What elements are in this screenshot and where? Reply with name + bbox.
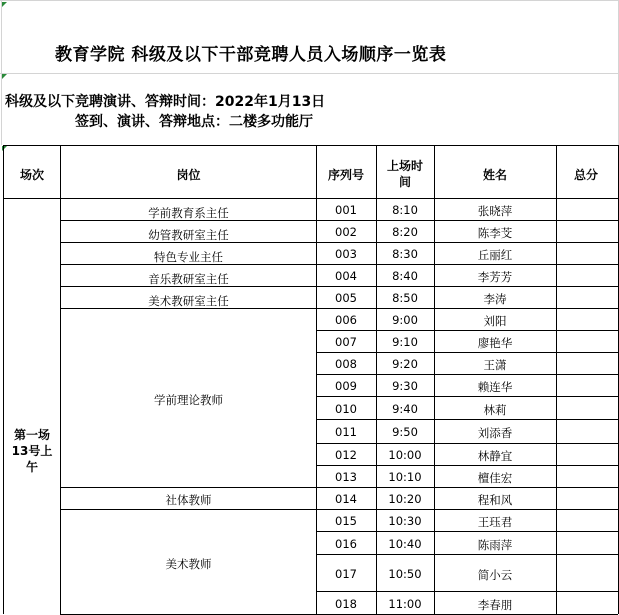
position-cell: 学前教育系主任 (148, 206, 229, 220)
row-line (316, 220, 618, 221)
session-label-l3: 午 (25, 460, 38, 474)
name-cell: 程和风 (477, 493, 513, 507)
schedule-time-line: 科级及以下竞聘演讲、答辩时间：2022年1月13日 (5, 94, 326, 110)
row-line (316, 264, 618, 265)
seq-cell: 016 (335, 537, 357, 551)
seq-cell: 010 (335, 402, 357, 416)
gridline (0, 0, 619, 1)
name-cell: 刘添香 (477, 426, 513, 440)
time-cell: 8:40 (392, 269, 418, 283)
name-cell: 廖艳华 (477, 336, 513, 350)
name-cell: 林莉 (483, 403, 507, 417)
time-cell: 8:20 (392, 225, 418, 239)
time-cell: 10:10 (388, 470, 422, 484)
time-cell: 10:50 (388, 567, 422, 581)
gridline (1, 0, 2, 145)
position-cell: 特色专业主任 (154, 250, 223, 264)
row-line (316, 330, 618, 331)
seq-cell: 011 (335, 425, 357, 439)
row-line (316, 242, 618, 243)
position-cell: 幼管教研室主任 (148, 228, 229, 242)
time-cell: 9:20 (392, 357, 418, 371)
table-border (3, 145, 618, 146)
sheet-title: 教育学院 科级及以下干部竞聘人员入场顺序一览表 (55, 45, 447, 65)
header-session: 场次 (19, 168, 44, 182)
name-cell: 丘丽红 (477, 248, 513, 262)
header-name: 姓名 (482, 168, 507, 182)
seq-cell: 002 (335, 225, 357, 239)
time-cell: 10:30 (388, 514, 422, 528)
seq-cell: 014 (335, 492, 357, 506)
row-line (316, 554, 618, 555)
seq-cell: 007 (335, 335, 357, 349)
name-cell: 李涛 (483, 292, 507, 306)
seq-cell: 013 (335, 470, 357, 484)
row-line (60, 487, 316, 488)
seq-cell: 009 (335, 379, 357, 393)
table-border (3, 198, 618, 199)
row-line (316, 352, 618, 353)
row-line (316, 308, 618, 309)
seq-cell: 008 (335, 357, 357, 371)
table-border (556, 145, 557, 614)
name-cell: 王珏君 (477, 515, 513, 529)
name-cell: 林静宜 (477, 449, 513, 463)
time-cell: 9:50 (392, 425, 418, 439)
position-cell: 社体教师 (165, 493, 212, 507)
position-cell: 美术教研室主任 (148, 294, 229, 308)
seq-cell: 017 (335, 567, 357, 581)
row-line (316, 419, 618, 420)
header-time-l1: 上场时 (386, 159, 423, 173)
name-cell: 李芳芳 (477, 270, 513, 284)
time-cell: 8:30 (392, 247, 418, 261)
name-cell: 陈李芠 (477, 226, 513, 240)
position-cell: 学前理论教师 (154, 393, 223, 407)
row-line (316, 591, 618, 592)
name-cell: 刘阳 (483, 314, 507, 328)
seq-cell: 015 (335, 514, 357, 528)
name-cell: 赖连华 (477, 380, 513, 394)
seq-cell: 018 (335, 597, 357, 611)
time-cell: 9:30 (392, 379, 418, 393)
gridline (0, 73, 619, 74)
row-line (316, 531, 618, 532)
time-cell: 11:00 (388, 597, 422, 611)
time-cell: 10:20 (388, 492, 422, 506)
position-cell: 音乐教研室主任 (148, 272, 229, 286)
name-cell: 简小云 (477, 568, 513, 582)
seq-cell: 006 (335, 313, 357, 327)
seq-cell: 001 (335, 203, 357, 217)
time-cell: 10:00 (388, 448, 422, 462)
row-line (316, 465, 618, 466)
time-cell: 8:10 (392, 203, 418, 217)
time-cell: 10:40 (388, 537, 422, 551)
name-cell: 王潇 (483, 358, 507, 372)
time-cell: 9:00 (392, 313, 418, 327)
cell-comment-marker (2, 74, 7, 79)
session-label-l2: 13号上 (11, 444, 53, 458)
session-label-l1: 第一场 (13, 428, 50, 442)
time-cell: 9:10 (392, 335, 418, 349)
header-time-l2: 间 (398, 175, 411, 189)
seq-cell: 003 (335, 247, 357, 261)
position-cell: 美术教师 (165, 557, 212, 571)
seq-cell: 005 (335, 291, 357, 305)
row-line (316, 286, 618, 287)
row-line (316, 374, 618, 375)
row-line (60, 509, 316, 510)
name-cell: 陈雨萍 (477, 538, 513, 552)
seq-cell: 004 (335, 269, 357, 283)
name-cell: 李春朋 (477, 598, 513, 612)
header-position: 岗位 (176, 168, 201, 182)
cell-comment-marker (2, 2, 7, 7)
time-cell: 9:40 (392, 402, 418, 416)
name-cell: 檀佳宏 (477, 471, 513, 485)
seq-cell: 012 (335, 448, 357, 462)
row-line (316, 396, 618, 397)
row-line (316, 509, 618, 510)
table-border (3, 145, 4, 614)
header-total: 总分 (573, 168, 598, 182)
header-seq: 序列号 (327, 168, 364, 182)
row-line (316, 487, 618, 488)
venue-line: 签到、演讲、答辩地点：二楼多功能厅 (75, 114, 313, 130)
row-line (316, 443, 618, 444)
time-cell: 8:50 (392, 291, 418, 305)
name-cell: 张晓萍 (477, 204, 513, 218)
